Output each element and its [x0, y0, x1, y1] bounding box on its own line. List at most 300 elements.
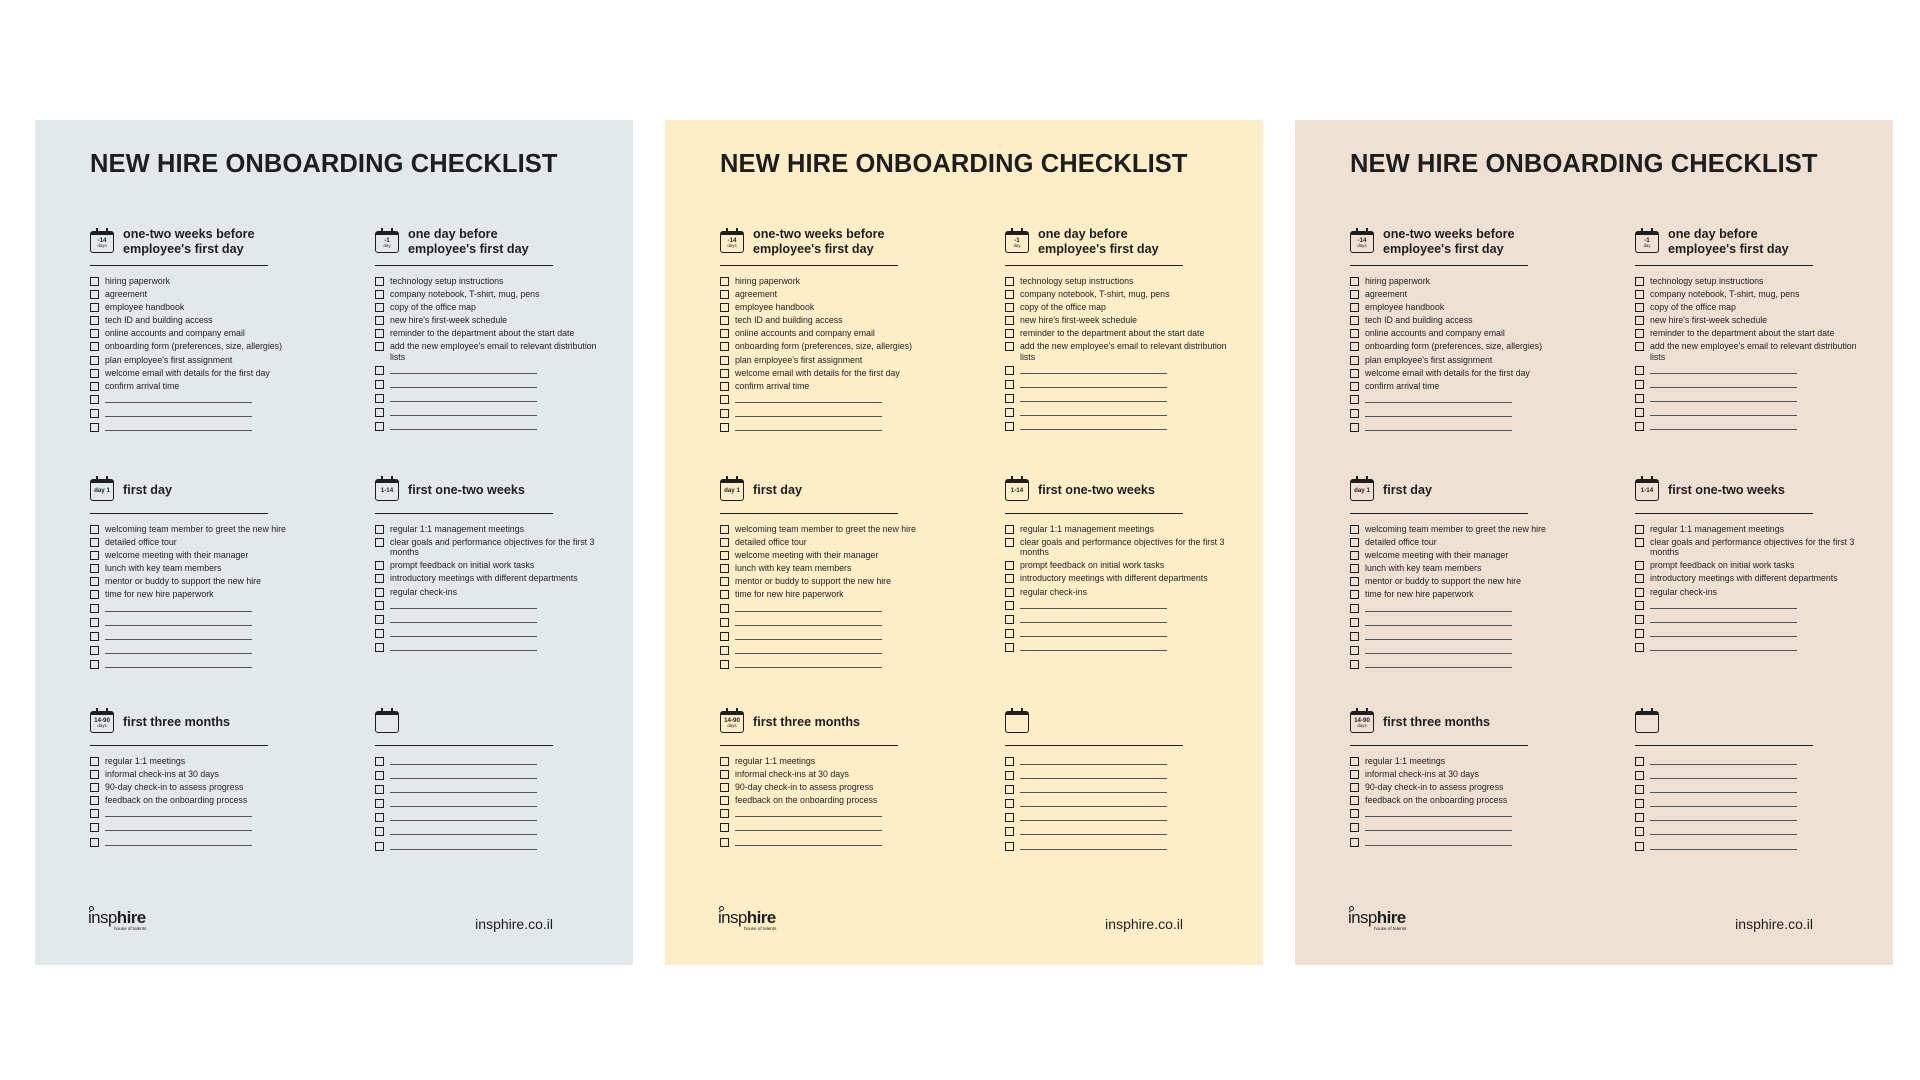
checklist-item[interactable]	[90, 524, 315, 534]
checklist-blank-item[interactable]	[1005, 756, 1230, 767]
checkbox[interactable]	[720, 564, 729, 573]
checklist-item[interactable]	[1635, 573, 1860, 583]
checkbox[interactable]	[1350, 395, 1359, 404]
checklist-blank-item[interactable]	[720, 617, 945, 628]
checklist-item[interactable]	[1350, 302, 1575, 312]
checklist-blank-item[interactable]	[720, 408, 945, 419]
checklist-item[interactable]	[90, 315, 315, 325]
checkbox[interactable]	[90, 395, 99, 404]
checkbox[interactable]	[375, 290, 384, 299]
blank-line[interactable]	[105, 631, 252, 640]
checklist-item[interactable]	[1635, 524, 1860, 534]
checkbox[interactable]	[375, 799, 384, 808]
checkbox[interactable]	[90, 316, 99, 325]
checkbox[interactable]	[90, 577, 99, 586]
checkbox[interactable]	[1350, 632, 1359, 641]
checklist-blank-item[interactable]	[375, 812, 600, 823]
checklist-item[interactable]	[720, 341, 945, 351]
checklist-item[interactable]	[90, 550, 315, 560]
checklist-blank-item[interactable]	[90, 659, 315, 670]
checkbox[interactable]	[90, 382, 99, 391]
checklist-blank-item[interactable]	[1350, 603, 1575, 614]
checkbox[interactable]	[1005, 615, 1014, 624]
checkbox[interactable]	[90, 618, 99, 627]
checkbox[interactable]	[1005, 813, 1014, 822]
checkbox[interactable]	[90, 757, 99, 766]
checklist-blank-item[interactable]	[1005, 614, 1230, 625]
checklist-blank-item[interactable]	[1635, 642, 1860, 653]
checkbox[interactable]	[1635, 561, 1644, 570]
checkbox[interactable]	[375, 827, 384, 836]
checkbox[interactable]	[720, 290, 729, 299]
checkbox[interactable]	[1635, 380, 1644, 389]
checklist-blank-item[interactable]	[90, 408, 315, 419]
checklist-blank-item[interactable]	[1635, 841, 1860, 852]
checkbox[interactable]	[1635, 342, 1644, 351]
checklist-item[interactable]	[1350, 795, 1575, 805]
checklist-blank-item[interactable]	[1635, 784, 1860, 795]
checkbox[interactable]	[720, 316, 729, 325]
checkbox[interactable]	[1005, 329, 1014, 338]
blank-line[interactable]	[390, 812, 537, 821]
blank-line[interactable]	[390, 421, 537, 430]
checkbox[interactable]	[1635, 329, 1644, 338]
blank-line[interactable]	[390, 784, 537, 793]
checklist-item[interactable]	[1350, 589, 1575, 599]
checkbox[interactable]	[720, 646, 729, 655]
checklist-item[interactable]	[1350, 537, 1575, 547]
blank-line[interactable]	[735, 837, 882, 846]
checkbox[interactable]	[1350, 796, 1359, 805]
checkbox[interactable]	[1350, 382, 1359, 391]
checklist-item[interactable]	[1350, 315, 1575, 325]
checkbox[interactable]	[375, 422, 384, 431]
checkbox[interactable]	[720, 604, 729, 613]
checkbox[interactable]	[1635, 757, 1644, 766]
checklist-item[interactable]	[1350, 524, 1575, 534]
checklist-item[interactable]	[1350, 341, 1575, 351]
checkbox[interactable]	[90, 356, 99, 365]
checklist-blank-item[interactable]	[1005, 812, 1230, 823]
checkbox[interactable]	[375, 588, 384, 597]
checklist-item[interactable]	[720, 769, 945, 779]
blank-line[interactable]	[1650, 841, 1797, 850]
blank-line[interactable]	[1650, 756, 1797, 765]
checklist-blank-item[interactable]	[1635, 812, 1860, 823]
checklist-blank-item[interactable]	[375, 798, 600, 809]
checklist-item[interactable]	[375, 587, 600, 597]
checkbox[interactable]	[1350, 356, 1359, 365]
checklist-blank-item[interactable]	[1005, 642, 1230, 653]
checkbox[interactable]	[1005, 380, 1014, 389]
blank-line[interactable]	[1365, 659, 1512, 668]
checklist-blank-item[interactable]	[1350, 408, 1575, 419]
checklist-item[interactable]	[90, 276, 315, 286]
blank-line[interactable]	[390, 628, 537, 637]
checklist-blank-item[interactable]	[1005, 841, 1230, 852]
checkbox[interactable]	[720, 395, 729, 404]
checklist-item[interactable]	[1350, 276, 1575, 286]
blank-line[interactable]	[1020, 756, 1167, 765]
checkbox[interactable]	[375, 601, 384, 610]
checklist-blank-item[interactable]	[1635, 798, 1860, 809]
blank-line[interactable]	[1650, 393, 1797, 402]
checklist-blank-item[interactable]	[1350, 422, 1575, 433]
checkbox[interactable]	[375, 303, 384, 312]
checkbox[interactable]	[90, 409, 99, 418]
blank-line[interactable]	[1020, 826, 1167, 835]
checkbox[interactable]	[1635, 629, 1644, 638]
checklist-blank-item[interactable]	[1350, 808, 1575, 819]
checklist-blank-item[interactable]	[1635, 393, 1860, 404]
checklist-item[interactable]	[720, 289, 945, 299]
checkbox[interactable]	[1005, 342, 1014, 351]
blank-line[interactable]	[105, 808, 252, 817]
checklist-blank-item[interactable]	[375, 407, 600, 418]
checkbox[interactable]	[90, 646, 99, 655]
checkbox[interactable]	[375, 643, 384, 652]
blank-line[interactable]	[390, 393, 537, 402]
checklist-item[interactable]	[1005, 276, 1230, 286]
blank-line[interactable]	[735, 631, 882, 640]
checklist-item[interactable]	[1005, 537, 1230, 557]
checklist-blank-item[interactable]	[375, 421, 600, 432]
checklist-item[interactable]	[1350, 368, 1575, 378]
checklist-item[interactable]	[1005, 524, 1230, 534]
checkbox[interactable]	[1350, 316, 1359, 325]
checkbox[interactable]	[1350, 660, 1359, 669]
checkbox[interactable]	[720, 577, 729, 586]
checklist-item[interactable]	[90, 537, 315, 547]
checklist-item[interactable]	[1635, 537, 1860, 557]
checkbox[interactable]	[1005, 394, 1014, 403]
checklist-blank-item[interactable]	[1005, 393, 1230, 404]
checklist-blank-item[interactable]	[1635, 826, 1860, 837]
checkbox[interactable]	[90, 277, 99, 286]
checkbox[interactable]	[720, 660, 729, 669]
checkbox[interactable]	[720, 303, 729, 312]
checklist-item[interactable]	[1005, 573, 1230, 583]
checklist-blank-item[interactable]	[720, 631, 945, 642]
checkbox[interactable]	[1350, 604, 1359, 613]
checkbox[interactable]	[1350, 838, 1359, 847]
checkbox[interactable]	[1635, 785, 1644, 794]
checklist-blank-item[interactable]	[720, 659, 945, 670]
blank-line[interactable]	[1020, 614, 1167, 623]
checklist-item[interactable]	[1005, 302, 1230, 312]
checklist-item[interactable]	[1635, 315, 1860, 325]
checkbox[interactable]	[90, 564, 99, 573]
checklist-item[interactable]	[375, 560, 600, 570]
checklist-blank-item[interactable]	[720, 822, 945, 833]
checklist-item[interactable]	[1635, 341, 1860, 361]
checkbox[interactable]	[1635, 290, 1644, 299]
checkbox[interactable]	[1005, 827, 1014, 836]
checkbox[interactable]	[375, 538, 384, 547]
checklist-blank-item[interactable]	[1005, 600, 1230, 611]
checkbox[interactable]	[1005, 629, 1014, 638]
checklist-blank-item[interactable]	[1005, 407, 1230, 418]
checklist-item[interactable]	[720, 315, 945, 325]
checklist-blank-item[interactable]	[1635, 379, 1860, 390]
checklist-item[interactable]	[1635, 302, 1860, 312]
checkbox[interactable]	[90, 660, 99, 669]
blank-line[interactable]	[1365, 631, 1512, 640]
checklist-item[interactable]	[720, 756, 945, 766]
checklist-item[interactable]	[375, 328, 600, 338]
checkbox[interactable]	[1350, 770, 1359, 779]
checkbox[interactable]	[720, 525, 729, 534]
checkbox[interactable]	[1005, 757, 1014, 766]
checklist-item[interactable]	[90, 368, 315, 378]
checklist-item[interactable]	[1635, 328, 1860, 338]
checkbox[interactable]	[375, 277, 384, 286]
checkbox[interactable]	[720, 783, 729, 792]
checklist-item[interactable]	[720, 550, 945, 560]
checkbox[interactable]	[1350, 783, 1359, 792]
checklist-item[interactable]	[90, 756, 315, 766]
checkbox[interactable]	[1005, 303, 1014, 312]
checklist-blank-item[interactable]	[1005, 379, 1230, 390]
blank-line[interactable]	[105, 617, 252, 626]
checklist-blank-item[interactable]	[1635, 628, 1860, 639]
checkbox[interactable]	[90, 632, 99, 641]
blank-line[interactable]	[105, 422, 252, 431]
checkbox[interactable]	[1005, 408, 1014, 417]
checklist-item[interactable]	[720, 795, 945, 805]
checkbox[interactable]	[720, 382, 729, 391]
checkbox[interactable]	[1635, 827, 1644, 836]
blank-line[interactable]	[1020, 798, 1167, 807]
checklist-blank-item[interactable]	[1005, 784, 1230, 795]
checklist-item[interactable]	[375, 537, 600, 557]
blank-line[interactable]	[1365, 645, 1512, 654]
checkbox[interactable]	[720, 538, 729, 547]
checkbox[interactable]	[1350, 577, 1359, 586]
checklist-item[interactable]	[720, 563, 945, 573]
blank-line[interactable]	[1650, 770, 1797, 779]
blank-line[interactable]	[1020, 365, 1167, 374]
blank-line[interactable]	[105, 645, 252, 654]
checkbox[interactable]	[1635, 525, 1644, 534]
checklist-item[interactable]	[375, 289, 600, 299]
checkbox[interactable]	[90, 525, 99, 534]
checkbox[interactable]	[1005, 771, 1014, 780]
checkbox[interactable]	[90, 590, 99, 599]
checklist-blank-item[interactable]	[375, 600, 600, 611]
checklist-blank-item[interactable]	[1005, 421, 1230, 432]
blank-line[interactable]	[1650, 642, 1797, 651]
checklist-item[interactable]	[90, 341, 315, 351]
checklist-blank-item[interactable]	[720, 837, 945, 848]
checklist-blank-item[interactable]	[375, 642, 600, 653]
checklist-item[interactable]	[375, 302, 600, 312]
checklist-item[interactable]	[90, 302, 315, 312]
checklist-blank-item[interactable]	[90, 822, 315, 833]
checkbox[interactable]	[375, 771, 384, 780]
checkbox[interactable]	[1350, 329, 1359, 338]
checklist-blank-item[interactable]	[1350, 837, 1575, 848]
blank-line[interactable]	[735, 645, 882, 654]
checkbox[interactable]	[720, 277, 729, 286]
checklist-blank-item[interactable]	[1350, 617, 1575, 628]
checklist-item[interactable]	[1005, 587, 1230, 597]
checkbox[interactable]	[720, 342, 729, 351]
checkbox[interactable]	[1350, 342, 1359, 351]
checkbox[interactable]	[90, 783, 99, 792]
blank-line[interactable]	[1650, 826, 1797, 835]
checklist-blank-item[interactable]	[90, 394, 315, 405]
blank-line[interactable]	[735, 394, 882, 403]
checklist-item[interactable]	[720, 524, 945, 534]
checklist-item[interactable]	[375, 524, 600, 534]
blank-line[interactable]	[1650, 628, 1797, 637]
checkbox[interactable]	[1635, 303, 1644, 312]
blank-line[interactable]	[1365, 603, 1512, 612]
blank-line[interactable]	[1020, 784, 1167, 793]
checkbox[interactable]	[1635, 394, 1644, 403]
checklist-blank-item[interactable]	[375, 756, 600, 767]
blank-line[interactable]	[1650, 365, 1797, 374]
checkbox[interactable]	[1635, 366, 1644, 375]
checklist-item[interactable]	[90, 328, 315, 338]
checklist-item[interactable]	[720, 328, 945, 338]
checklist-blank-item[interactable]	[90, 631, 315, 642]
checklist-item[interactable]	[720, 589, 945, 599]
checklist-blank-item[interactable]	[375, 770, 600, 781]
checkbox[interactable]	[1005, 643, 1014, 652]
blank-line[interactable]	[1365, 808, 1512, 817]
checkbox[interactable]	[375, 408, 384, 417]
checkbox[interactable]	[720, 423, 729, 432]
checkbox[interactable]	[90, 423, 99, 432]
checklist-blank-item[interactable]	[1005, 798, 1230, 809]
checkbox[interactable]	[1005, 538, 1014, 547]
checklist-item[interactable]	[90, 782, 315, 792]
blank-line[interactable]	[1365, 394, 1512, 403]
checkbox[interactable]	[1005, 422, 1014, 431]
checkbox[interactable]	[90, 303, 99, 312]
checklist-blank-item[interactable]	[1635, 756, 1860, 767]
checklist-item[interactable]	[375, 315, 600, 325]
checklist-blank-item[interactable]	[1350, 645, 1575, 656]
checklist-blank-item[interactable]	[1635, 600, 1860, 611]
blank-line[interactable]	[735, 408, 882, 417]
checklist-blank-item[interactable]	[1005, 628, 1230, 639]
checkbox[interactable]	[1350, 551, 1359, 560]
checklist-blank-item[interactable]	[1350, 822, 1575, 833]
checklist-item[interactable]	[1005, 328, 1230, 338]
checklist-item[interactable]	[1635, 587, 1860, 597]
blank-line[interactable]	[1020, 841, 1167, 850]
checklist-blank-item[interactable]	[375, 365, 600, 376]
blank-line[interactable]	[105, 603, 252, 612]
blank-line[interactable]	[1365, 422, 1512, 431]
checkbox[interactable]	[1350, 618, 1359, 627]
checklist-blank-item[interactable]	[90, 808, 315, 819]
checklist-blank-item[interactable]	[1635, 614, 1860, 625]
checkbox[interactable]	[1350, 564, 1359, 573]
blank-line[interactable]	[1650, 798, 1797, 807]
checkbox[interactable]	[1350, 757, 1359, 766]
blank-line[interactable]	[390, 770, 537, 779]
checkbox[interactable]	[375, 329, 384, 338]
checklist-blank-item[interactable]	[720, 422, 945, 433]
checkbox[interactable]	[720, 590, 729, 599]
blank-line[interactable]	[1650, 379, 1797, 388]
blank-line[interactable]	[735, 659, 882, 668]
checklist-blank-item[interactable]	[1005, 365, 1230, 376]
checklist-item[interactable]	[1350, 289, 1575, 299]
checkbox[interactable]	[90, 551, 99, 560]
blank-line[interactable]	[735, 808, 882, 817]
blank-line[interactable]	[1020, 600, 1167, 609]
blank-line[interactable]	[105, 659, 252, 668]
checkbox[interactable]	[375, 380, 384, 389]
blank-line[interactable]	[735, 422, 882, 431]
checkbox[interactable]	[720, 632, 729, 641]
checkbox[interactable]	[1350, 369, 1359, 378]
checkbox[interactable]	[720, 356, 729, 365]
checkbox[interactable]	[1350, 409, 1359, 418]
checklist-blank-item[interactable]	[375, 841, 600, 852]
checkbox[interactable]	[720, 551, 729, 560]
blank-line[interactable]	[1020, 379, 1167, 388]
checklist-item[interactable]	[1005, 289, 1230, 299]
blank-line[interactable]	[1650, 784, 1797, 793]
checkbox[interactable]	[1635, 799, 1644, 808]
checkbox[interactable]	[90, 838, 99, 847]
checkbox[interactable]	[1005, 525, 1014, 534]
checklist-item[interactable]	[720, 537, 945, 547]
blank-line[interactable]	[105, 408, 252, 417]
checkbox[interactable]	[90, 290, 99, 299]
checklist-blank-item[interactable]	[720, 394, 945, 405]
checklist-blank-item[interactable]	[375, 628, 600, 639]
checklist-item[interactable]	[375, 573, 600, 583]
checkbox[interactable]	[90, 369, 99, 378]
checklist-item[interactable]	[90, 381, 315, 391]
checkbox[interactable]	[1005, 277, 1014, 286]
checklist-item[interactable]	[720, 576, 945, 586]
blank-line[interactable]	[735, 617, 882, 626]
checkbox[interactable]	[1635, 813, 1644, 822]
checkbox[interactable]	[1635, 538, 1644, 547]
checkbox[interactable]	[1005, 842, 1014, 851]
checkbox[interactable]	[1005, 561, 1014, 570]
checkbox[interactable]	[375, 615, 384, 624]
checklist-item[interactable]	[90, 769, 315, 779]
checkbox[interactable]	[720, 409, 729, 418]
checklist-item[interactable]	[90, 289, 315, 299]
blank-line[interactable]	[1020, 393, 1167, 402]
checkbox[interactable]	[1635, 277, 1644, 286]
checklist-item[interactable]	[1350, 782, 1575, 792]
checklist-blank-item[interactable]	[1635, 770, 1860, 781]
checklist-blank-item[interactable]	[1005, 826, 1230, 837]
checklist-item[interactable]	[1635, 289, 1860, 299]
blank-line[interactable]	[1365, 822, 1512, 831]
checklist-blank-item[interactable]	[375, 826, 600, 837]
checkbox[interactable]	[1005, 601, 1014, 610]
checkbox[interactable]	[90, 770, 99, 779]
checkbox[interactable]	[1350, 823, 1359, 832]
checkbox[interactable]	[1635, 615, 1644, 624]
checkbox[interactable]	[90, 342, 99, 351]
blank-line[interactable]	[105, 837, 252, 846]
checkbox[interactable]	[1350, 538, 1359, 547]
blank-line[interactable]	[390, 600, 537, 609]
